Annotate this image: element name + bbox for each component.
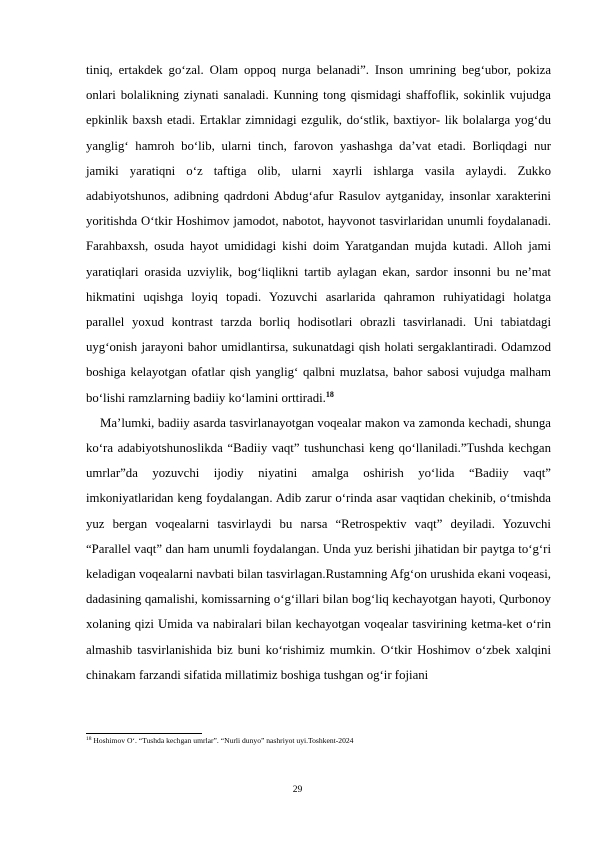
body-paragraph-1 — [86, 58, 551, 411]
footnote-divider — [86, 733, 202, 734]
page-number: 29 — [292, 784, 303, 795]
footnote-number: 18 — [86, 736, 92, 742]
footnote-reference[interactable]: 18 — [325, 389, 334, 399]
document-page — [86, 58, 551, 688]
footnote — [86, 736, 551, 746]
footnote-text: Hoshimov O‘. “Tushda kechgan umrlar”. “Nurli dunyo” nashriyot uyi.Toshkent-2024 — [91, 736, 354, 745]
paragraph-2-text: Ma’lumki, badiiy asarda tasvirlanayotgan voqealar makon va zamonda kechadi, shunga ko‘ra adabiyotshunoslikda “Badiiy vaqt” tushunchasi keng qo‘llaniladi.”Tushda kechgan umrlar”da yozuvchi ijodiy niyatini amalga oshirish yo‘lida “Badiiy vaqt” imkoniyatlaridan keng foydalangan. Adib zarur o‘rinda asar vaqtidan chekinib, o‘tmishda yuz bergan voqealarni tasvirlaydi bu narsa “Retrospektiv vaqt” deyiladi. Yozuvchi “Parallel vaqt” dan ham unumli foydalangan. Unda yuz berishi jihatidan bir paytga to‘g‘ri keladigan voqealarni navbati bilan tasvirlagan.Rustamning Afg‘on urushida ekani voqeasi, dadasining qamalishi, komissarning o‘g‘illari bilan bog‘liq kechayotgan hayoti, Qurbonoy xolaning qizi Umida va nabiralari bilan kechayotgan voqealar tasvirining ketma-ket o‘rin almashib tasvirlanishida biz buni ko‘rishimiz mumkin. O‘tkir Hoshimov o‘zbek xalqini chinakam farzandi sifatida millatimiz boshiga tushgan og‘ir fojiani — [86, 415, 551, 682]
paragraph-1-text: tiniq, ertakdek go‘zal. Olam oppoq nurga belanadi”. Inson umrining beg‘ubor, pokiza onlari bolalikning ziynati sanaladi. Kunning tong qismidagi shaffoflik, sokinlik vujudga epkinlik baxsh etadi. Ertaklar zimnidagi ezgulik, do‘stlik, baxtiyor- lik bolalarga yog‘du yanglig‘ hamroh bo‘lib, ularni tinch, farovon yashashga da’vat etadi. Borliqdagi nur jamiki yaratiqni o‘z taftiga olib, ularni xayrli ishlarga vasila aylaydi. Zukko adabiyotshunos, adibning qadrdoni Abdug‘afur Rasulov aytganiday, insonlar xarakterini yoritishda O‘tkir Hoshimov jamodot, nabotot, hayvonot tasvirlaridan unumli foydalanadi. Farahbaxsh, osuda hayot umididagi kishi doim Yaratgandan mujda kutadi. Alloh jami yaratiqlari orasida uzviylik, bog‘liqlikni tartib aylagan ekan, sardor insonni bu ne’mat hikmatini uqishga loyiq topadi. Yozuvchi asarlarida qahramon ruhiyatidagi holatga parallel yoxud kontrast tarzda borliq hodisotlari obrazli tasvirlanadi. Uni tabiatdagi uyg‘onish jarayoni bahor umidlantirsa, sukunatdagi qish holati sergaklantiradi. Odamzod boshiga kelayotgan ofatlar qish yanglig‘ qalbni muzlatsa, bahor sabosi vujudga malham bo‘lishi ramzlarning badiiy ko‘lamini orttiradi. — [86, 63, 551, 405]
body-paragraph-2 — [86, 411, 551, 688]
